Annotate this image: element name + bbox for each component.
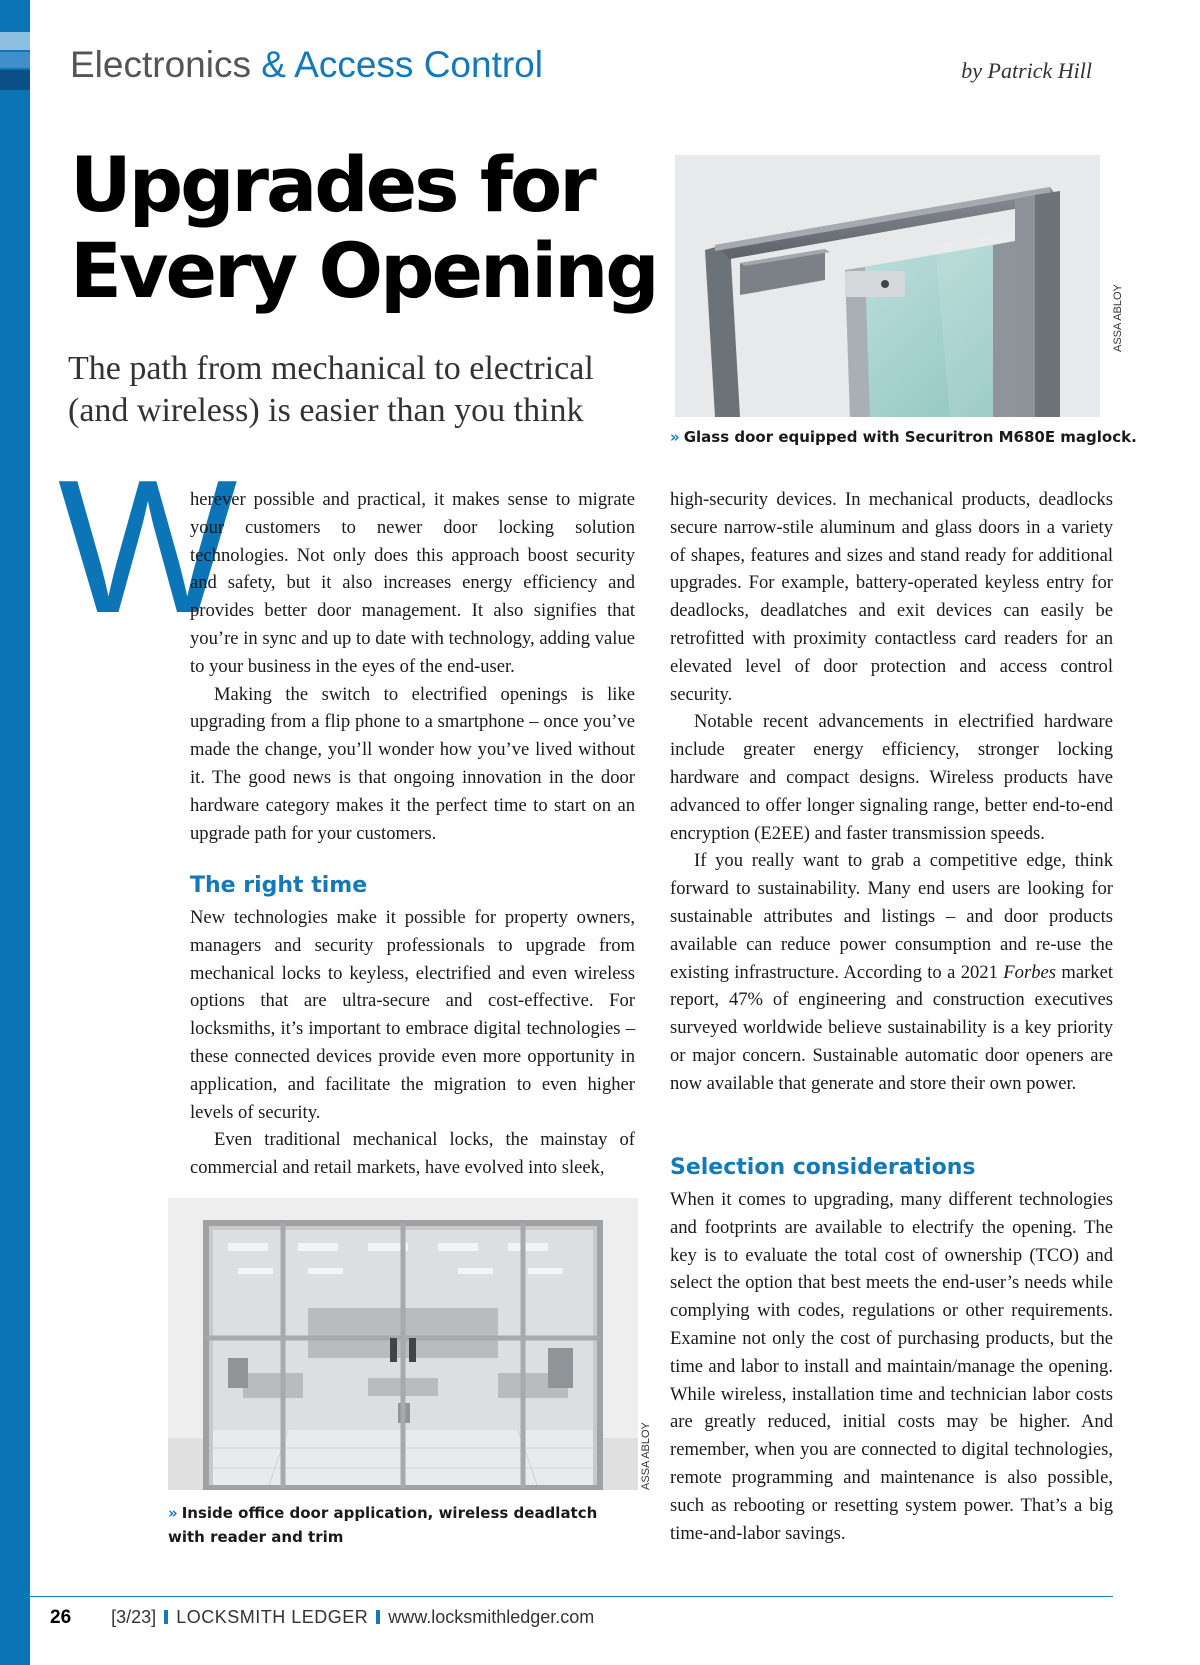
photo-caption-2: [168, 1501, 638, 1549]
section-header: [70, 44, 543, 86]
article-column-2-bottom: [670, 1154, 1113, 1547]
bar-block-light: [0, 32, 30, 50]
article-subtitle: The path from mechanical to electrical (and wireless) is easier than you think: [68, 350, 594, 429]
subhead-right-time: The right time: [190, 873, 368, 898]
section-amp: &: [250, 44, 295, 85]
caption-2-text: Inside office door application, wireless deadlatch with reader and trim: [168, 1504, 598, 1546]
bar-block-dark: [0, 70, 30, 90]
footer-separator: [164, 1610, 168, 1624]
chevron-right-icon: »: [670, 428, 680, 446]
bar-block-mid: [0, 52, 30, 68]
glass-door-maglock-photo: [675, 155, 1100, 417]
chevron-right-icon: »: [168, 1504, 178, 1522]
photo-caption-1: [670, 428, 1137, 446]
article-column-1-bottom: [190, 872, 635, 1182]
paragraph-7: [670, 847, 1113, 1097]
article-column-1-top: [190, 486, 635, 847]
issue-date: [3/23]: [111, 1607, 157, 1627]
paragraph-7-part-2: market report, 47% of engineering and construction executives surveyed worldwide believe sustainability is a key priority or major concern. Sustainable automatic door openers are now available that generate and store their own power.: [670, 961, 1113, 1094]
byline: by Patrick Hill: [961, 58, 1092, 83]
paragraph-3: New technologies make it possible for property owners, managers and security professionals to upgrade from mechanical locks to keyless, electrified and even wireless options that are ultra-secure and cost-effective. For locksmiths, it’s important to embrace digital technologies – these connected devices provide even more opportunity in application, and facilitate the migration to even higher levels of security.: [190, 907, 635, 1123]
forbes-italic: Forbes: [1003, 961, 1056, 983]
caption-1-text: Glass door equipped with Securitron M680E maglock.: [683, 428, 1137, 446]
paragraph-1: herever possible and practical, it makes sense to migrate your customers to newer door locking solution technologies. Not only does this approach boost security and safety, but it also increases energy efficiency and provides better door management. It also signifies that you’re in sync and up to date with technology, adding value to your business in the eyes of the end-user.: [190, 489, 635, 677]
glass-door-illustration: [675, 155, 1100, 417]
section-name: Electronics: [70, 44, 251, 85]
page-footer: [50, 1607, 594, 1629]
paragraph-7-part-1: If you really want to grab a competitive edge, think forward to sustainability. Many end users are looking for sustainable attributes and listings – and door products available can reduce power consumption and re-use the existing infrastructure. According to a 2021: [670, 850, 1113, 983]
drop-cap: W: [58, 441, 238, 653]
page-number: 26: [50, 1607, 72, 1628]
paragraph-5: high-security devices. In mechanical products, deadlocks secure narrow-stile aluminum and glass doors in a variety of shapes, features and sizes and stand ready for additional upgrades. For example, battery-operated keyless entry for deadlocks, deadlatches and exit devices can easily be retrofitted with proximity contactless card readers for an elevated level of door protection and access control security.: [670, 489, 1113, 705]
article-title: [70, 142, 670, 314]
office-door-photo: [168, 1198, 638, 1490]
publication-name: LOCKSMITH LEDGER: [176, 1607, 369, 1627]
footer-rule: [30, 1596, 1113, 1597]
photo-credit-2: ASSA ABLOY: [640, 1422, 652, 1490]
title-line-2: Every Opening: [70, 226, 657, 315]
left-color-bar: [0, 0, 30, 1665]
article-column-2-top: [670, 486, 1113, 1098]
section-name-accent: Access Control: [294, 44, 543, 85]
paragraph-6: Notable recent advancements in electrified hardware include greater energy efficiency, stronger locking hardware and compact designs. Wireless products have advanced to offer longer signaling range, better end-to-end encryption (E2EE) and faster transmission speeds.: [670, 711, 1113, 844]
title-line-1: Upgrades for: [70, 140, 594, 229]
paragraph-4: Even traditional mechanical locks, the mainstay of commercial and retail markets, have evolved into sleek,: [190, 1129, 635, 1179]
subhead-selection-considerations: Selection considerations: [670, 1155, 976, 1180]
office-door-illustration: [168, 1198, 638, 1490]
paragraph-8: When it comes to upgrading, many different technologies and footprints are available to electrify the opening. The key is to evaluate the total cost of ownership (TCO) and select the option that best meets the end-user’s needs while complying with codes, regulations or other requirements. Examine not only the cost of purchasing products, but the time and labor to install and maintain/manage the opening. While wireless, installation time and technician labor costs are greatly reduced, initial costs may be higher. And remember, when you are connected to digital technologies, remote programming and maintenance is also possible, such as rebooting or resetting system power. That’s a big time-and-labor savings.: [670, 1189, 1113, 1544]
website-link[interactable]: www.locksmithledger.com: [388, 1607, 595, 1627]
paragraph-2: Making the switch to electrified openings is like upgrading from a flip phone to a smartphone – once you’ve made the change, you’ll wonder how you’ve lived without it. The good news is that ongoing innovation in the door hardware category makes it the perfect time to start on an upgrade path for your customers.: [190, 683, 635, 844]
footer-separator: [376, 1610, 380, 1624]
photo-credit-1: ASSA ABLOY: [1112, 284, 1124, 352]
